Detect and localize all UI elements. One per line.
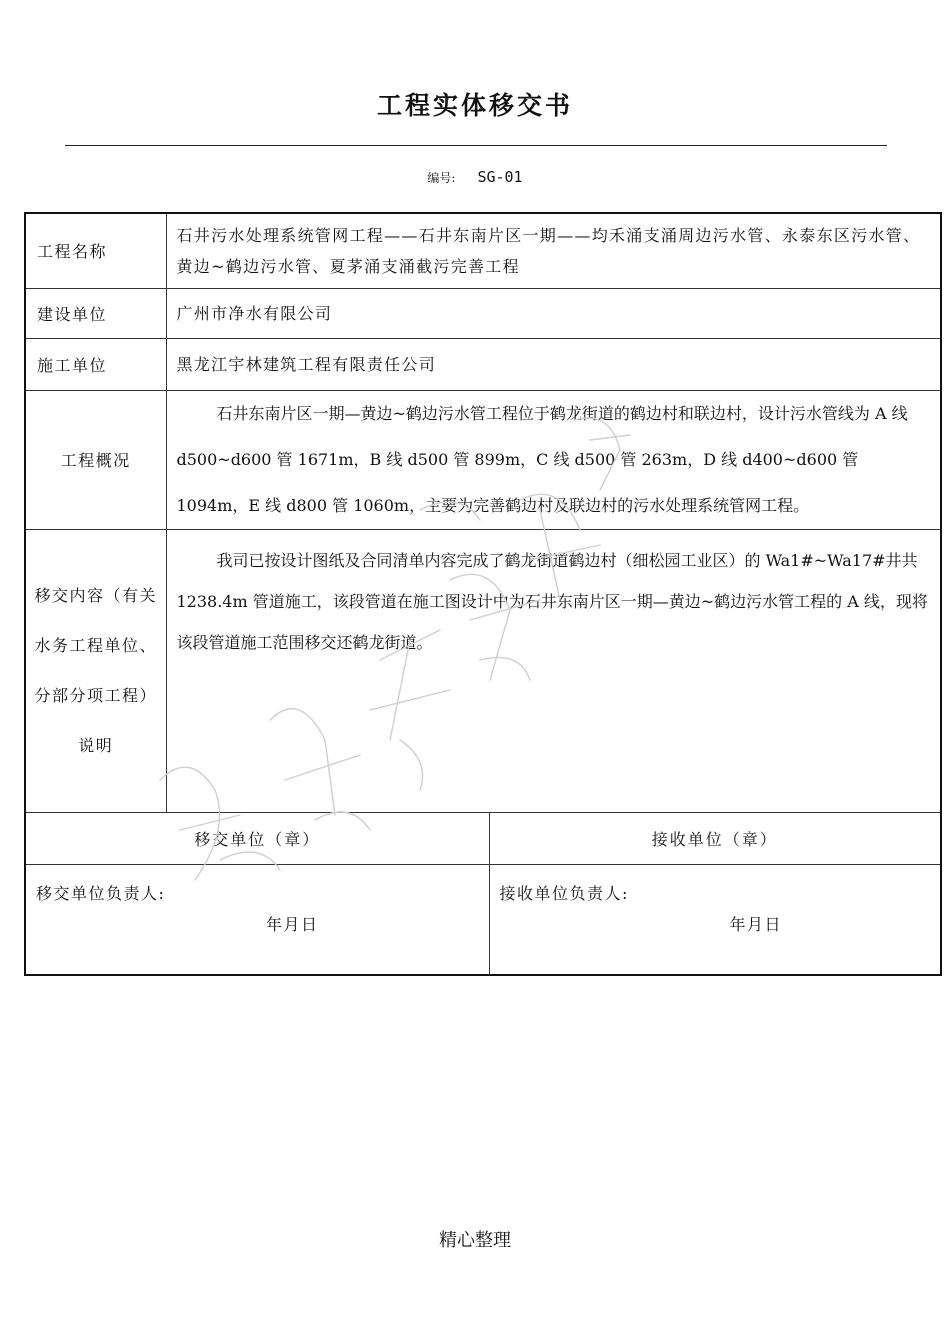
overview-label: 工程概况	[25, 390, 166, 529]
number-value: SG-01	[477, 168, 523, 186]
row-overview	[25, 390, 941, 529]
transfer-date-label: 年月日	[266, 914, 319, 934]
transfer-unit-label: 移交单位（章）	[25, 812, 489, 864]
receive-unit-label: 接收单位（章）	[489, 812, 941, 864]
transfer-signature-cell	[25, 864, 489, 975]
overview-cell	[166, 390, 941, 529]
number-label: 编号:	[427, 171, 456, 185]
footer-text: 精心整理	[439, 1230, 511, 1251]
transfer-person-label: 移交单位负责人:	[36, 883, 166, 903]
receive-signature-cell	[489, 864, 941, 975]
row-content	[25, 529, 941, 812]
row-signature-heads	[25, 812, 941, 864]
receive-date-label: 年月日	[729, 914, 783, 934]
builder-label: 建设单位	[25, 288, 166, 338]
transfer-form-table	[24, 212, 942, 976]
document-number	[0, 168, 950, 186]
builder-value: 广州市净水有限公司	[166, 288, 941, 338]
contractor-label: 施工单位	[25, 338, 166, 390]
overview-value: 石井东南片区一期—黄边~鹤边污水管工程位于鹤龙街道的鹤边村和联边村，设计污水管线为 A 线 d500~d600 管 1671m，B 线 d500 管 899m，C 线 d500 管 263m，D 线 d400~d600 管 1094m，E 线 d800 管 1060m，主要为完善鹤边村及联边村的污水处理系统管网工程。	[176, 403, 908, 515]
project-name-value: 石井污水处理系统管网工程——石井东南片区一期——均禾涌支涌周边污水管、永泰东区污水管、黄边~鹤边污水管、夏茅涌支涌截污完善工程	[166, 213, 941, 288]
document-title: 工程实体移交书	[376, 91, 573, 120]
row-builder	[25, 288, 941, 338]
title-divider	[65, 145, 887, 146]
content-label: 移交内容（有关水务工程单位、分部分项工程）说明	[25, 529, 166, 812]
row-project-name	[25, 213, 941, 288]
content-value: 我司已按设计图纸及合同清单内容完成了鹤龙街道鹤边村（细松园工业区）的 Wa1#~Wa17#井共 1238.4m 管道施工，该段管道在施工图设计中为石井东南片区一期—黄边~鹤边污水管工程的 A 线，现将该段管道施工范围移交还鹤龙街道。	[176, 550, 928, 652]
row-signatures	[25, 864, 941, 975]
receive-person-label: 接收单位负责人:	[499, 883, 629, 903]
contractor-value: 黑龙江宇林建筑工程有限责任公司	[166, 338, 941, 390]
row-contractor	[25, 338, 941, 390]
project-name-label: 工程名称	[25, 213, 166, 288]
content-cell	[166, 529, 941, 812]
